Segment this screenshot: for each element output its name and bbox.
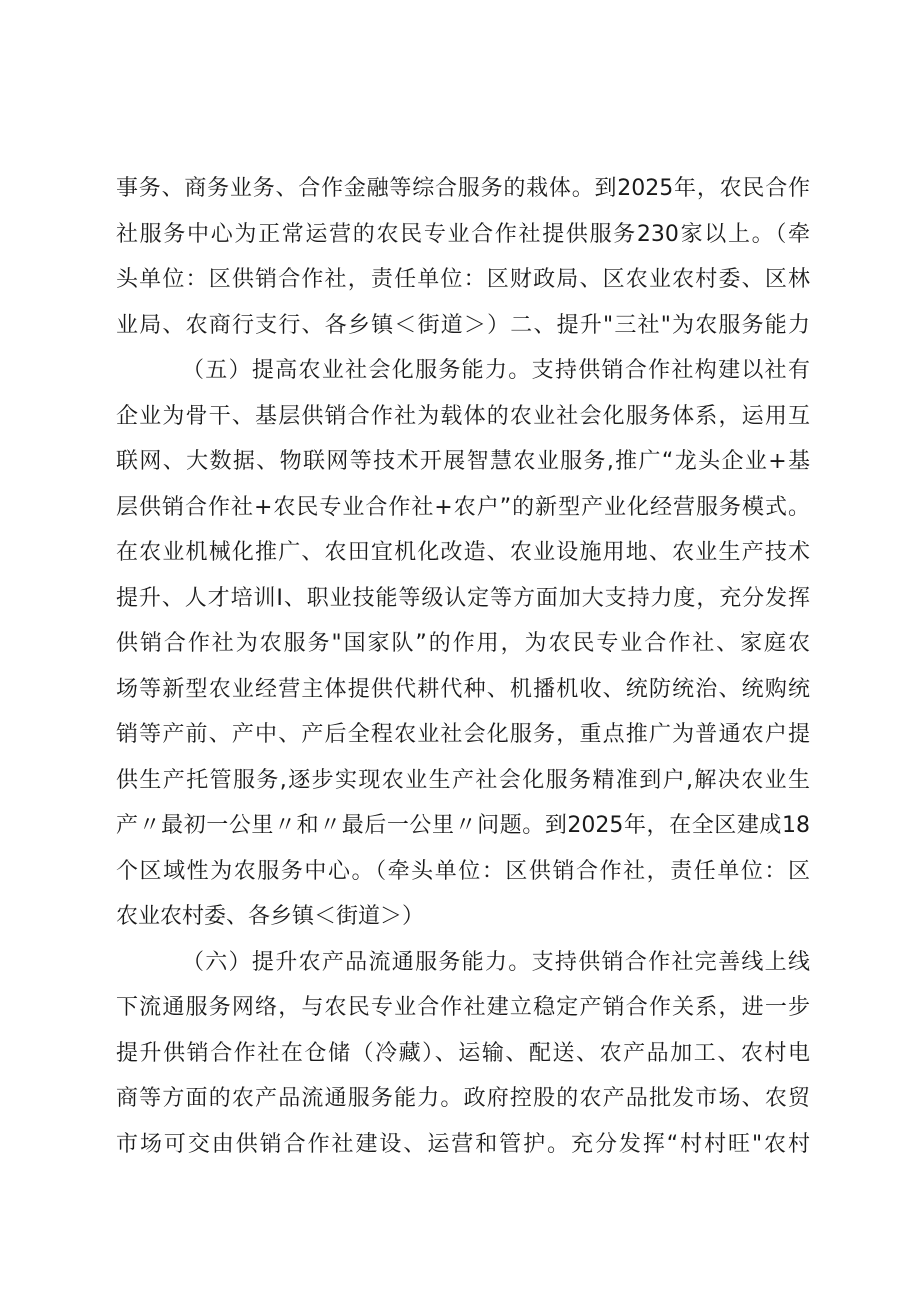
text-line: 市场可交由供销合作社建设、运营和管护。充分发挥“村村旺"农村 <box>116 1131 810 1157</box>
text-line: 供销合作社为农服务"国家队”的作用，为农民专业合作社、家庭农 <box>116 631 810 656</box>
text-line: 提升供销合作社在仓储（冷藏）、运输、配送、农产品加工、农村电 <box>116 1040 810 1066</box>
body-text <box>116 166 810 1167</box>
text-line: 个区域性为农服务中心。（牵头单位：区供销合作社，责任单位：区 <box>116 858 810 884</box>
text-line: 头单位：区供销合作社，责任单位：区财政局、区农业农村委、区林 <box>116 267 810 292</box>
text-line: 层供销合作社+农民专业合作社+农户”的新型产业化经营服务模式。 <box>116 494 810 520</box>
text-line: 事务、商务业务、合作金融等综合服务的栽体。到2025年，农民合作 <box>116 176 810 201</box>
text-line: 业局、农商行支行、各乡镇＜街道＞）二、提升"三社"为农服务能力 <box>116 312 810 338</box>
text-line: 提升、人才培训I、职业技能等级认定等方面加大支持力度，充分发挥 <box>116 585 810 611</box>
section-heading-line: （六）提升农产品流通服务能力。支持供销合作社完善线上线 <box>182 949 810 975</box>
text-line: 农业农村委、各乡镇＜街道＞） <box>116 904 425 929</box>
text-line: 联网、大数据、物联网等技术开展智慧农业服务,推广“龙头企业+基 <box>116 449 810 474</box>
text-line: 产〃最初一公里〃和〃最后一公里〃问题。到2025年，在全区建成18 <box>116 813 810 838</box>
text-line: 下流通服务网络，与农民专业合作社建立稳定产销合作关系，进一步 <box>116 995 810 1020</box>
text-line: 企业为骨干、基层供销合作社为载体的农业社会化服务体系，运用互 <box>116 403 810 429</box>
text-line: 场等新型农业经营主体提供代耕代种、机播机收、统防统治、统购统 <box>116 676 810 702</box>
text-line: 供生产托管服务,逐步实现农业生产社会化服务精准到户,解决农业生 <box>116 767 810 793</box>
text-line: 社服务中心为正常运营的农民专业合作社提供服务230家以上。（牵 <box>116 221 810 247</box>
section-heading-line: （五）提高农业社会化服务能力。支持供销合作社构建以社有 <box>182 358 810 383</box>
text-line: 商等方面的农产品流通服务能力。政府控股的农产品批发市场、农贸 <box>116 1086 810 1111</box>
text-line: 销等产前、产中、产后全程农业社会化服务，重点推广为普通农户提 <box>116 722 810 747</box>
text-line: 在农业机械化推广、农田宜机化改造、农业设施用地、农业生产技术 <box>116 540 810 565</box>
